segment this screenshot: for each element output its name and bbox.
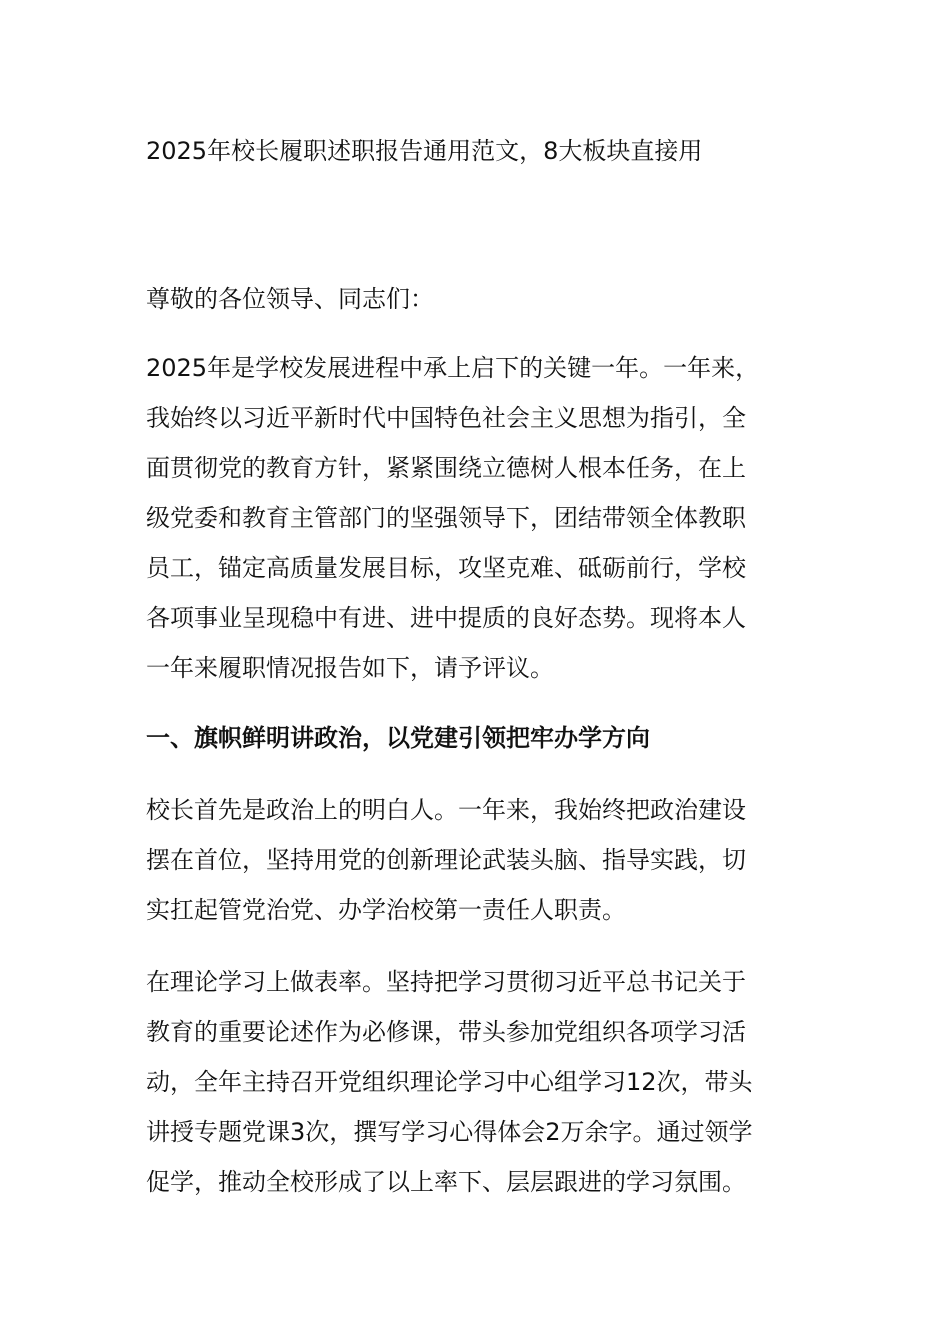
paragraph-line: 2025年是学校发展进程中承上启下的关键一年。一年来， <box>146 354 760 382</box>
paragraph-line: 促学，推动全校形成了以上率下、层层跟进的学习氛围。 <box>146 1168 746 1196</box>
paragraph-line: 教育的重要论述作为必修课，带头参加党组织各项学习活 <box>146 1018 746 1046</box>
document-title: 2025年校长履职述职报告通用范文，8大板块直接用 <box>146 137 703 165</box>
paragraph-line: 在理论学习上做表率。坚持把学习贯彻习近平总书记关于 <box>146 968 746 996</box>
intro-paragraph <box>146 343 810 693</box>
section1-paragraph-1 <box>146 785 810 935</box>
section-heading: 一、旗帜鲜明讲政治，以党建引领把牢办学方向 <box>146 724 650 752</box>
paragraph-line: 一年来履职情况报告如下，请予评议。 <box>146 654 554 682</box>
paragraph-line: 我始终以习近平新时代中国特色社会主义思想为指引，全 <box>146 404 746 432</box>
paragraph-line: 校长首先是政治上的明白人。一年来，我始终把政治建设 <box>146 796 746 824</box>
paragraph-line: 面贯彻党的教育方针，紧紧围绕立德树人根本任务，在上 <box>146 454 746 482</box>
paragraph-line: 级党委和教育主管部门的坚强领导下，团结带领全体教职 <box>146 504 746 532</box>
paragraph-line: 讲授专题党课3次，撰写学习心得体会2万余字。通过领学 <box>146 1118 753 1146</box>
paragraph-line: 动，全年主持召开党组织理论学习中心组学习12次，带头 <box>146 1068 753 1096</box>
paragraph-line: 员工，锚定高质量发展目标，攻坚克难、砥砺前行，学校 <box>146 554 746 582</box>
salutation: 尊敬的各位领导、同志们： <box>146 285 434 313</box>
paragraph-line: 摆在首位，坚持用党的创新理论武装头脑、指导实践，切 <box>146 846 746 874</box>
paragraph-line: 实扛起管党治党、办学治校第一责任人职责。 <box>146 896 626 924</box>
section1-paragraph-2 <box>146 957 810 1207</box>
paragraph-line: 各项事业呈现稳中有进、进中提质的良好态势。现将本人 <box>146 604 746 632</box>
